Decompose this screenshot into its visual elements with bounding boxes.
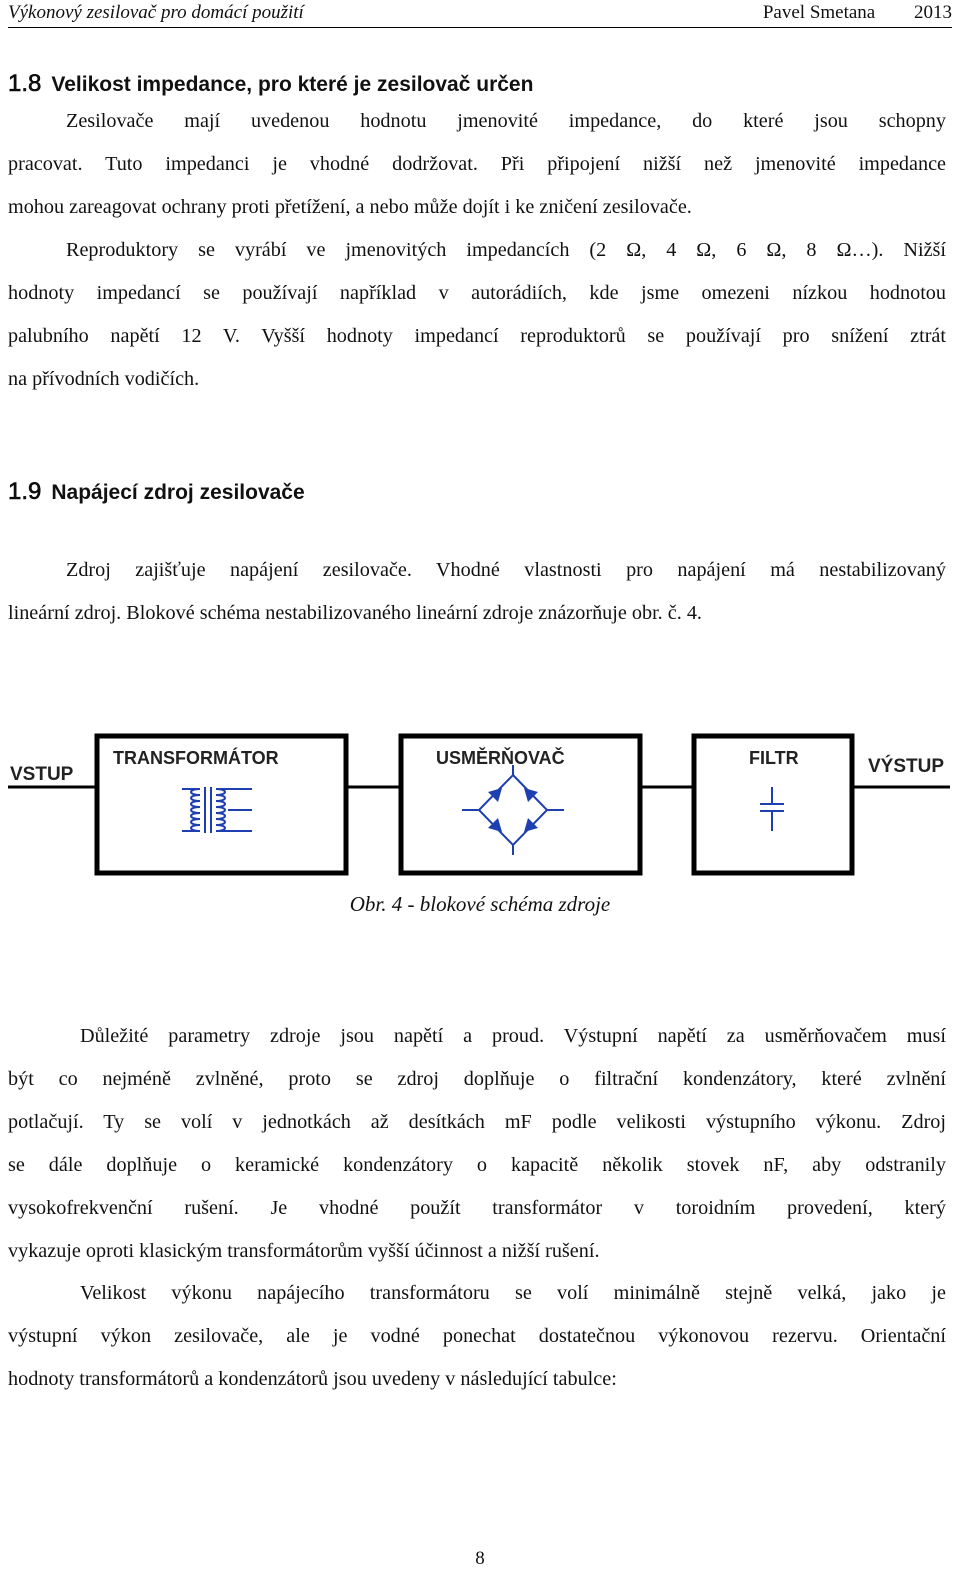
input-label: VSTUP <box>10 764 74 785</box>
filter-block <box>694 736 852 873</box>
text-line: Důležité parametry zdroje jsou napětí a proud. Výstupní napětí za usměrňovačem musí <box>80 1025 946 1047</box>
document-title: Výkonový zesilovač pro domácí použití <box>8 2 304 23</box>
text-line: výstupní výkon zesilovače, ale je vodné ponechat dostatečnou výkonovou rezervu. Orientační <box>8 1325 946 1347</box>
paragraph-transformer-power <box>8 1272 946 1401</box>
text-line: hodnoty transformátorů a kondenzátorů jsou uvedeny v následující tabulce: <box>8 1368 617 1390</box>
section-title: Napájecí zdroj zesilovače <box>51 481 305 504</box>
block-label: FILTR <box>749 748 799 768</box>
output-label: VÝSTUP <box>868 756 945 777</box>
paragraph-power-supply <box>8 549 946 635</box>
header-right <box>729 2 952 24</box>
text-line: Velikost výkonu napájecího transformátoru se volí minimálně stejně velká, jako je <box>80 1282 946 1304</box>
rectifier-block <box>401 736 640 873</box>
text-line: Reproduktory se vyrábí ve jmenovitých impedancích (2 Ω, 4 Ω, 6 Ω, 8 Ω…). Nižší <box>66 239 946 261</box>
paragraph-parameters <box>8 1015 946 1273</box>
text-line: vysokofrekvenční rušení. Je vhodné použít transformátor v toroidním provedení, který <box>8 1197 946 1219</box>
section-heading-1-9 <box>8 478 305 506</box>
figure-caption: Obr. 4 - blokové schéma zdroje <box>349 892 611 916</box>
paragraph-impedance <box>8 100 946 229</box>
text-line: Zdroj zajišťuje napájení zesilovače. Vhodné vlastnosti pro napájení má nestabilizovaný <box>66 559 946 581</box>
transformer-block <box>97 736 346 873</box>
text-line: mohou zareagovat ochrany proti přetížení, a nebo může dojít i ke zničení zesilovače. <box>8 196 692 218</box>
page-number: 8 <box>475 1548 485 1569</box>
page-header <box>8 0 952 28</box>
text-line: pracovat. Tuto impedanci je vhodné dodržovat. Při připojení nižší než jmenovité impedance <box>8 153 946 175</box>
block-label: TRANSFORMÁTOR <box>113 748 279 768</box>
text-line: palubního napětí 12 V. Vyšší hodnoty impedancí reproduktorů se používají pro snížení ztrát <box>8 325 946 347</box>
text-line: hodnoty impedancí se používají například v autorádiích, kde jsme omezeni nízkou hodnotou <box>8 282 946 304</box>
author-name: Pavel Smetana <box>762 2 876 23</box>
section-title: Velikost impedance, pro které je zesilovač určen <box>51 73 534 96</box>
section-heading-1-8 <box>8 70 533 98</box>
text-line: Zesilovače mají uvedenou hodnotu jmenovité impedance, do které jsou schopny <box>66 110 946 132</box>
year: 2013 <box>914 2 952 23</box>
text-line: na přívodních vodičích. <box>8 368 200 390</box>
block-label: USMĚRŇOVAČ <box>436 748 565 768</box>
block-diagram <box>0 725 960 880</box>
text-line: potlačují. Ty se volí v jednotkách až desítkách mF podle velikosti výstupního výkonu. Zdroj <box>8 1111 946 1133</box>
section-number: 1.8 <box>8 70 42 97</box>
paragraph-speakers <box>8 229 946 401</box>
text-line: lineární zdroj. Blokové schéma nestabilizovaného lineární zdroje znázorňuje obr. č. 4. <box>8 602 702 624</box>
text-line: se dále doplňuje o keramické kondenzátory o kapacitě několik stovek nF, aby odstranily <box>8 1154 946 1176</box>
section-number: 1.9 <box>8 478 42 505</box>
text-line: vykazuje oproti klasickým transformátorům vyšší účinnost a nižší rušení. <box>8 1240 600 1262</box>
text-line: být co nejméně zvlněné, proto se zdroj doplňuje o filtrační kondenzátory, které zvlnění <box>8 1068 946 1090</box>
